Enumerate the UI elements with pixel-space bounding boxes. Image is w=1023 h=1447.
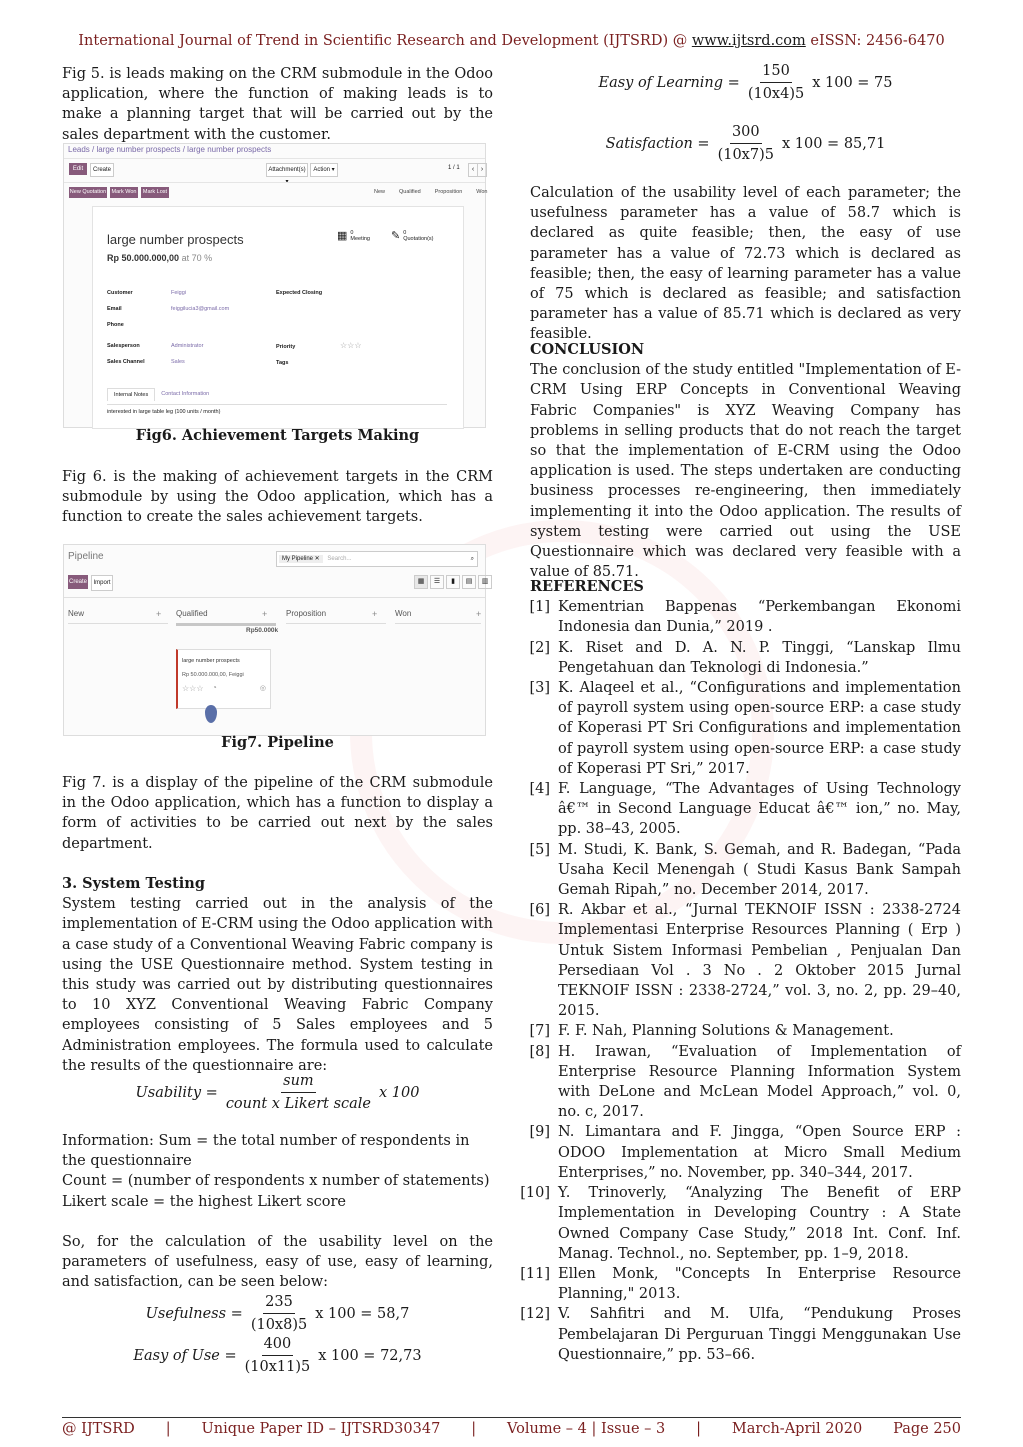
customer-label: Customer [107, 290, 133, 296]
view-switcher [414, 575, 492, 589]
pencil-icon: ✎ [391, 230, 401, 242]
phone-label: Phone [107, 322, 124, 328]
equation-numerator: sum [283, 1073, 314, 1089]
email-value[interactable]: feiggilucia3@gmail.com [171, 306, 230, 312]
fig7-paragraph-wrap [62, 773, 493, 854]
reference-number: [7] [529, 1023, 550, 1040]
figure-7-caption: Fig7. Pipeline [221, 734, 334, 751]
pipeline-title: Pipeline [68, 551, 104, 562]
footer-brand: @ IJTSRD [62, 1421, 135, 1437]
footer-separator: | [471, 1421, 477, 1437]
priority-tags [276, 338, 362, 371]
drag-cursor-icon [205, 705, 217, 723]
prev-record-icon[interactable]: ‹ [468, 163, 478, 177]
meeting-label: Meeting [350, 235, 370, 242]
mark-lost-button[interactable]: Mark Lost [141, 187, 169, 198]
reference-text: V. Sahfitri and M. Ulfa, “Pendukung Proses Pembelajaran Di Perguruan Tinggi Menggunakan Use Questionnaire,” pp. 53–66. [558, 1306, 961, 1363]
reference-item [518, 840, 961, 901]
reference-item [518, 1122, 961, 1183]
equation-rhs: x 100 = 58,7 [315, 1305, 410, 1322]
references-heading: REFERENCES [530, 578, 644, 595]
reference-item [518, 638, 961, 678]
equation-rhs: x 100 = 85,71 [781, 135, 886, 152]
footer-separator: | [165, 1421, 171, 1437]
reference-number: [4] [529, 781, 550, 798]
quotation-smart-button[interactable] [391, 229, 433, 242]
paragraph-conclusion: The conclusion of the study entitled "Implementation of E-CRM Using ERP Concepts in Conventional Weaving Fabric Companies" is XYZ Weaving Company has problems in selling products that do not reach the target so that the implementation of E-CRM using the Odoo application is used. The steps undertaken are conducting business processes re-engineering, then immediately implementing it into the Odoo application. The results of system testing were carried out using the USE Questionnaire which was declared very feasible with a value of 85.71. [530, 362, 961, 581]
reference-text: F. F. Nah, Planning Solutions & Management. [558, 1023, 894, 1040]
probability: at 70 % [181, 253, 213, 263]
list-view-icon[interactable]: ☰ [430, 575, 444, 589]
conclusion-heading: CONCLUSION [530, 341, 645, 358]
sales-fields [107, 338, 203, 370]
fig6-paragraph-wrap [62, 467, 493, 528]
edit-button[interactable]: Edit [69, 163, 87, 175]
pivot-view-icon[interactable]: ▥ [478, 575, 492, 589]
pager: 1 / 1 [448, 165, 460, 171]
filter-facet[interactable]: My Pipeline ✕ [279, 555, 323, 563]
reference-number: [9] [529, 1124, 550, 1141]
reference-text: Ellen Monk, "Concepts In Enterprise Resource Planning," 2013. [558, 1265, 961, 1303]
reference-text: K. Riset and D. A. N. P. Tinggi, “Lanskap Ilmu Pengetahuan dan Teknologi di Indonesia.” [558, 639, 961, 676]
reference-list [518, 597, 961, 1365]
figure-7-screenshot [63, 544, 489, 736]
card-title: large number prospects [182, 658, 240, 664]
next-record-icon[interactable]: › [477, 163, 487, 177]
paragraph-fig6: Fig 6. is the making of achievement targets in the CRM submodule by using the Odoo application, which has a function to create the sales achievement targets. [62, 469, 493, 526]
opportunity-card[interactable] [176, 649, 271, 709]
stage-won[interactable]: Won [476, 189, 488, 195]
section-heading: 3. System Testing [62, 875, 205, 892]
sales-channel-label: Sales Channel [107, 359, 145, 365]
tab-contact-information[interactable]: Contact Information [161, 391, 210, 397]
fig7-caption-wrap [62, 733, 493, 753]
add-card-icon-proposition[interactable]: + [372, 609, 378, 619]
equation-rhs: x 100 = 75 [812, 74, 893, 91]
priority-label: Priority [276, 344, 296, 350]
equation-rhs: x 100 [379, 1084, 420, 1101]
column-new: New [68, 609, 85, 618]
breadcrumb: Leads / large number prospects / large number prospects [68, 145, 272, 154]
paragraph-usability-results: Calculation of the usability level of each parameter; the usefulness parameter has a value of 58.7 which is declared as quite feasible; then, the easy of use parameter has a value of 72.73 which is declared as feasible; then, the easy of learning parameter has a value of 75 which is declared as feasible; and satisfaction parameter has a value of 85.71 which is declared as very feasible. [530, 185, 961, 343]
paragraph-calculation: So, for the calculation of the usability level on the parameters of usefulness, easy of use, easy of learning, and satisfaction, can be seen below: [62, 1234, 493, 1291]
conclusion-wrap [530, 340, 961, 582]
stage-qualified[interactable]: Qualified [399, 189, 421, 195]
reference-number: [11] [520, 1265, 550, 1282]
reference-number: [2] [529, 639, 550, 656]
card-clock-icon[interactable]: ◔ [212, 683, 217, 692]
equation-lhs: Easy of Use = [133, 1347, 237, 1364]
footer-paper-id: Unique Paper ID – IJTSRD30347 [201, 1421, 441, 1437]
reference-number: [10] [520, 1185, 550, 1202]
equation-denominator: count x Likert scale [225, 1096, 371, 1113]
header-issn: eISSN: 2456-6470 [805, 33, 945, 49]
equation-numerator: 400 [262, 1334, 294, 1356]
footer-date: March-April 2020 [731, 1421, 863, 1437]
meeting-smart-button[interactable] [337, 229, 370, 242]
reference-number: [1] [529, 599, 550, 616]
footer-page: Page 250 [893, 1421, 961, 1437]
lead-title: large number prospects [107, 232, 244, 247]
lead-form-sheet [92, 206, 464, 429]
equation-lhs: Satisfaction = [605, 135, 710, 152]
column-proposition: Proposition [286, 609, 327, 618]
reference-number: [3] [529, 680, 550, 697]
quotation-count: 0 [403, 229, 407, 236]
reference-text: M. Studi, K. Bank, S. Gemah, and R. Badegan, “Pada Usaha Kecil Menengah ( Studi Kasus Bank Sampah Gemah Ripah,” no. December 2014, 2017. [558, 841, 961, 899]
reference-text: Y. Trinoverly, “Analyzing The Benefit of ERP Implementation in Developing Country : A State Owned Company Case Study,” 2018 Int. Conf. Inf. Manag. Technol., no. September, pp. 1–9, 2018. [558, 1185, 961, 1262]
equation-numerator: 150 [760, 61, 792, 83]
add-card-icon-qualified[interactable]: + [262, 609, 268, 619]
stage-new[interactable]: New [374, 189, 386, 195]
reference-text: H. Irawan, “Evaluation of Implementation of Enterprise Resource Planning Information System with DeLone and McLean Model Approach,” vol. 0, no. c, 2017. [558, 1043, 961, 1121]
info-sum: Information: Sum = the total number of respondents in the questionnaire [62, 1133, 470, 1170]
paragraph-fig7: Fig 7. is a display of the pipeline of the CRM submodule in the Odoo application, which has a function to display a form of activities to be carried out next by the sales department. [62, 775, 493, 852]
search-input[interactable]: Search... [327, 556, 352, 562]
new-quotation-button[interactable]: New Quotation [69, 187, 107, 198]
equation-usability [62, 1071, 493, 1114]
journal-header [0, 33, 1023, 49]
reference-item [518, 779, 961, 840]
internal-note: interested in large table leg (100 units / month) [107, 409, 221, 415]
action-dropdown[interactable]: Action ▾ [310, 163, 338, 177]
graph-view-icon[interactable]: ▮ [446, 575, 460, 589]
create-button[interactable]: Create [90, 163, 114, 177]
kanban-view-icon[interactable]: ▦ [414, 575, 428, 589]
header-link[interactable]: www.ijtsrd.com [691, 33, 806, 49]
tab-internal-notes[interactable]: Internal Notes [107, 388, 155, 401]
mark-won-button[interactable]: Mark Won [110, 187, 138, 198]
salesperson-label: Salesperson [107, 343, 140, 349]
card-avatar-icon: ◎ [259, 685, 266, 692]
reference-number: [12] [520, 1306, 550, 1323]
tags-label: Tags [276, 360, 289, 366]
references-wrap [520, 577, 961, 1365]
equation-lhs: Usefulness = [145, 1305, 243, 1322]
search-bar[interactable] [276, 551, 478, 567]
footer-rule [62, 1417, 961, 1418]
reference-item [518, 1042, 961, 1123]
equation-rhs: x 100 = 72,73 [318, 1347, 422, 1364]
equation-lhs: Easy of Learning = [598, 74, 740, 91]
equation-denominator: (10x8)5 [250, 1317, 308, 1334]
equation-denominator: (10x7)5 [717, 147, 774, 164]
contact-fields [107, 285, 229, 333]
paragraph-fig5: Fig 5. is leads making on the CRM submodule in the Odoo application, where the function of making leads is to make a planning target that will be carried out by the sales department with the customer. [62, 66, 493, 143]
create-button[interactable]: Create [68, 575, 88, 589]
equation-easy-of-use [62, 1334, 493, 1377]
figure-6-caption: Fig6. Achievement Targets Making [135, 427, 420, 444]
stage-bar [374, 189, 487, 195]
expected-closing-label: Expected Closing [276, 290, 323, 296]
reference-text: R. Akbar et al., “Jurnal TEKNOIF ISSN : 2338-2724 Implementasi Enterprise Resources Planning ( Erp ) Untuk Sistem Informasi Pembelian , Penjualan Dan Persediaan Vol . 3 No . 2 Oktober 2015 Jurnal TEKNOIF ISSN : 2338-2724,” vol. 3, no. 2, pp. 29–40, 2015. [558, 902, 961, 1020]
reference-item [518, 597, 961, 637]
footer-separator: | [696, 1421, 702, 1437]
reference-item [518, 1264, 961, 1304]
meeting-count: 0 [350, 229, 354, 236]
column-qualified: Qualified [176, 609, 208, 618]
footer-volume: Volume – 4 | Issue – 3 [507, 1421, 666, 1437]
attachments-dropdown[interactable]: Attachment(s) [266, 163, 308, 177]
priority-stars-icon[interactable]: ☆☆☆ [340, 341, 362, 350]
info-likert: Likert scale = the highest Likert score [62, 1193, 347, 1210]
fig6-caption-wrap [62, 426, 493, 446]
equation-numerator: 300 [730, 122, 762, 144]
card-subtitle: Rp 50.000.000,00, Feiggi [182, 672, 244, 678]
section-wrap [62, 874, 493, 1076]
header-text: International Journal of Trend in Scientific Research and Development (IJTSRD) @ [78, 33, 692, 49]
reference-text: N. Limantara and F. Jingga, “Open Source ERP : ODOO Implementation at Micro Small Medium Enterprises,” no. November, pp. 340–344, 2017. [558, 1124, 961, 1181]
info-count: Count = (number of respondents x number of statements) [62, 1173, 490, 1190]
reference-item [518, 900, 961, 1021]
equation-satisfaction [530, 122, 961, 165]
column-won: Won [395, 609, 412, 618]
reference-item [518, 1183, 961, 1264]
equation-denominator: (10x11)5 [244, 1359, 311, 1376]
search-icon[interactable]: ⌕ [470, 556, 474, 562]
left-column [62, 64, 493, 145]
email-label: Email [107, 306, 122, 312]
sales-channel-value[interactable]: Sales [171, 359, 185, 365]
equation-numerator: 235 [263, 1292, 295, 1314]
import-button[interactable]: Import [91, 575, 113, 591]
equation-easy-of-learning [530, 61, 961, 104]
add-card-icon-won[interactable]: + [476, 609, 482, 619]
reference-item [518, 1021, 961, 1041]
paragraph-system-testing: System testing carried out in the analysis of the implementation of E-CRM using the Odoo application with a case study of a Conventional Weaving Fabric company is using the USE Questionnaire method. System testing in this study was carried out by distributing questionnaires to 10 XYZ Conventional Weaving Fabric Company employees consisting of 5 Sales employees and 5 Administration employees. The formula used to calculate the results of the questionnaire are: [62, 896, 493, 1074]
customer-value[interactable]: Feiggi [171, 290, 186, 296]
qualified-total: Rp50.000k [246, 627, 279, 634]
reference-number: [6] [529, 902, 550, 919]
reference-item [518, 1304, 961, 1365]
reference-number: [5] [529, 841, 550, 858]
expected-revenue: Rp 50.000.000,00 [107, 253, 180, 263]
equation-usefulness [62, 1292, 493, 1335]
form-tabs [107, 388, 215, 401]
reference-text: Kementrian Bappenas “Perkembangan Ekonomi Indonesia dan Dunia,” 2019 . [558, 599, 961, 636]
reference-text: F. Language, “The Advantages of Using Technology â€™ in Second Language Educat â€™ ion,” no. May, pp. 38–43, 2005. [558, 781, 961, 838]
stage-proposition[interactable]: Proposition [434, 189, 463, 195]
equation-lhs: Usability = [135, 1084, 218, 1101]
salesperson-value[interactable]: Administrator [171, 343, 204, 349]
add-card-icon-new[interactable]: + [156, 609, 162, 619]
calendar-icon: ▦ [337, 230, 348, 242]
page-footer [62, 1421, 961, 1437]
calc-wrap [62, 1232, 493, 1293]
card-priority-stars-icon[interactable]: ☆☆☆ [182, 684, 204, 693]
reference-item [518, 678, 961, 779]
usability-wrap [530, 183, 961, 345]
info-wrap [62, 1131, 493, 1212]
equation-denominator: (10x4)5 [747, 86, 805, 103]
figure-6-screenshot [63, 143, 486, 428]
reference-text: K. Alaqeel et al., “Configurations and implementation of payroll system using open-source ERP: a case study of Koperasi PT Sri Configurations and implementation of payroll system using open-source ERP: a case study of Koperasi PT Sri,” 2017. [558, 680, 961, 777]
lead-amount [107, 253, 212, 263]
reference-number: [8] [529, 1043, 550, 1060]
calendar-view-icon[interactable]: ▤ [462, 575, 476, 589]
quotation-label: Quotation(s) [403, 235, 434, 242]
